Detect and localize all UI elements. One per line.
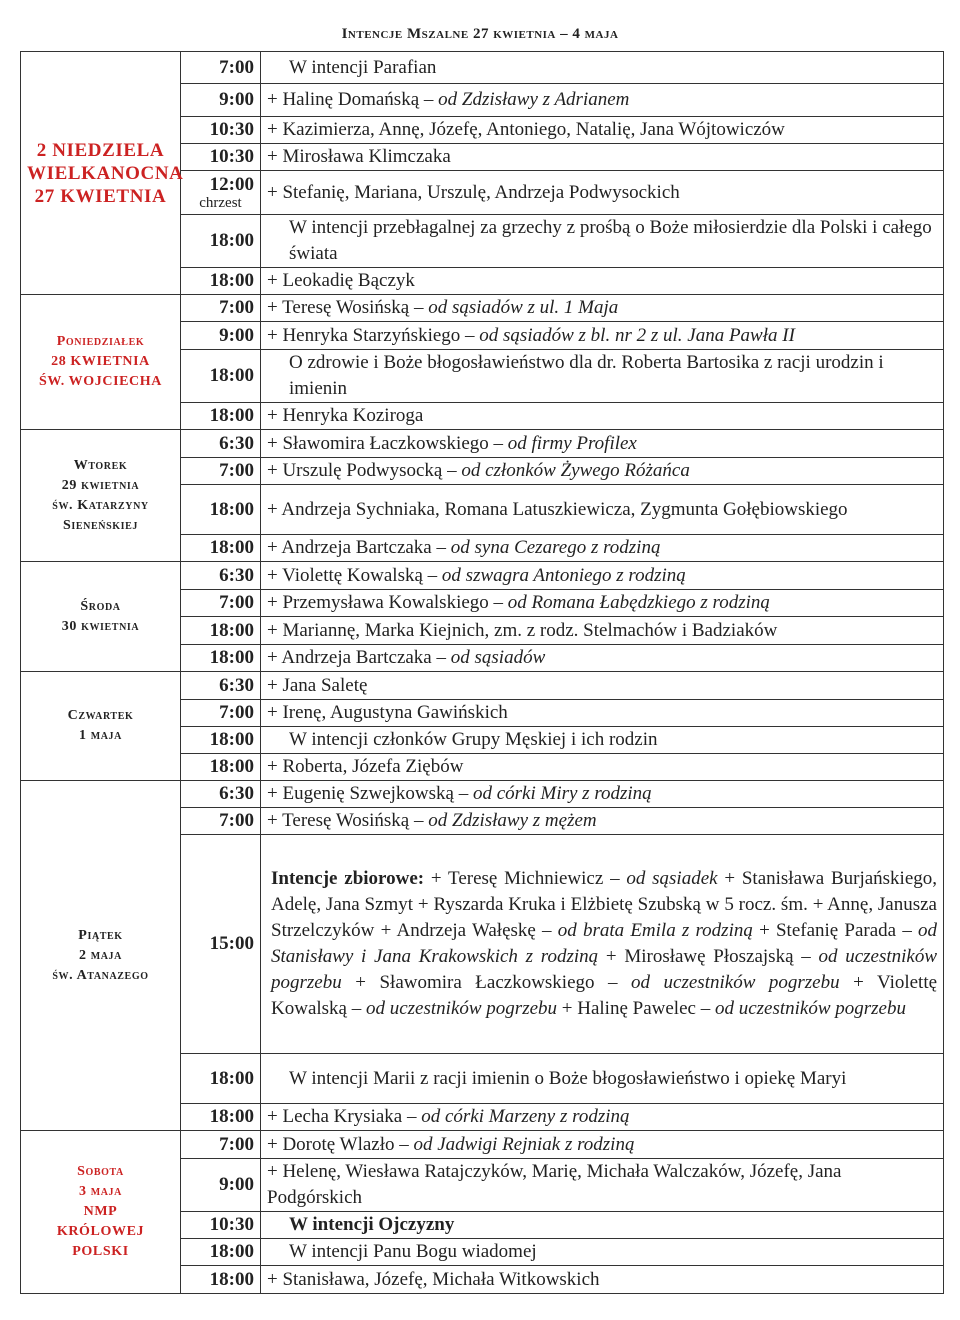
intention-from: od członków Żywego Różańca: [461, 460, 690, 481]
mass-time-value: 18:00: [209, 647, 254, 668]
intention-name: + Przemysława Kowalskiego: [267, 592, 489, 613]
intention-name: + Mirosława Klimczaka: [267, 146, 451, 167]
mass-time: [181, 781, 261, 808]
day-label-line: KRÓLOWEJ: [56, 1224, 145, 1239]
intention-name: + Teresę Wosińską: [267, 297, 410, 318]
intention-name: + Annę, Janusza Strzelczyków: [271, 894, 937, 941]
intention-from: od sąsiadów: [450, 647, 546, 668]
mass-time-value: 18:00: [209, 1067, 254, 1089]
mass-row: [21, 562, 944, 590]
mass-time-value: 10:30: [209, 146, 254, 167]
mass-time-value: 9:00: [219, 89, 254, 110]
day-label-line: św. Atanazego: [52, 967, 149, 983]
intention-name: + Andrzeja Wałęskę: [380, 920, 536, 941]
intention-name: + Lecha Krysiaka: [267, 1106, 403, 1127]
mass-time: [181, 1266, 261, 1294]
intention-name: + Irenę, Augustyna Gawińskich: [267, 702, 508, 723]
mass-time-value: 18:00: [209, 619, 254, 641]
mass-time-value: 18:00: [209, 230, 254, 251]
mass-time-value: 18:00: [209, 1106, 254, 1127]
intention-name: + Mirosławę Płoszajską: [605, 946, 794, 967]
intention-text: O zdrowie i Boże błogosławieństwo dla dr. Roberta Bartosika z racji urodzin i imienin: [289, 352, 884, 399]
intention-from: od Romana Łabędzkiego z rodziną: [507, 592, 770, 613]
mass-intention: [261, 1212, 944, 1239]
mass-time-value: 10:30: [209, 1214, 254, 1235]
mass-intention: + Violettę Kowalską – od szwagra Antoniego z rodziną: [261, 562, 944, 590]
mass-time: [181, 84, 261, 117]
day-label-line: 30 kwietnia: [61, 618, 140, 634]
mass-time-value: 7:00: [219, 460, 254, 481]
intention-name: + Violettę Kowalską: [271, 972, 938, 1019]
day-label-line: Poniedziałek: [56, 334, 145, 349]
intention-from: od sąsiadów z bl. nr 2 z ul. Jana Pawła II: [479, 324, 795, 346]
mass-time: [181, 808, 261, 835]
mass-time: [181, 215, 261, 268]
mass-time: [181, 1054, 261, 1104]
intention-from: od córki Miry z rodziną: [472, 783, 652, 804]
intention-from: od uczestników pogrzebu: [631, 972, 840, 993]
day-label-line: POLSKI: [72, 1244, 129, 1259]
mass-row: [21, 295, 944, 322]
day-label-line: 2 maja: [79, 947, 122, 963]
intention-from: od uczestników pogrzebu: [714, 998, 906, 1019]
intention-name: + Kazimierza, Annę, Józefę, Antoniego, Natalię, Jana Wójtowiczów: [267, 119, 785, 140]
intention-name: + Roberta, Józefa Ziębów: [267, 756, 464, 777]
day-label-line: Sobota: [77, 1164, 124, 1179]
mass-time-value: 7:00: [219, 592, 254, 613]
day-label-line: 29 kwietnia: [61, 477, 140, 493]
mass-intention: + Andrzeja Bartczaka – od sąsiadów: [261, 645, 944, 672]
intention-from: od Stanisławy i Jana Krakowskich z rodziną: [271, 920, 938, 967]
day-label-line: ŚW. WOJCIECHA: [39, 374, 162, 389]
day-label-line: Czwartek: [67, 708, 134, 723]
mass-row: [21, 672, 944, 700]
mass-time-value: 12:00: [209, 174, 254, 195]
mass-time: [181, 1239, 261, 1266]
mass-time-value: 7:00: [219, 297, 254, 318]
mass-intention: + Halinę Domańską – od Zdzisławy z Adrianem: [261, 84, 944, 117]
mass-time: [181, 754, 261, 781]
mass-time-value: 7:00: [219, 1133, 254, 1155]
mass-time-value: 18:00: [209, 756, 254, 777]
intention-name: + Helenę, Wiesława Ratajczyków, Marię, Michała Walczaków, Józefę, Jana Podgórskich: [267, 1161, 842, 1208]
intention-name: + Violettę Kowalską: [267, 564, 423, 586]
mass-time: [181, 672, 261, 700]
intention-name: + Leokadię Bączyk: [267, 270, 415, 291]
day-label: [21, 672, 181, 781]
intention-text: W intencji Panu Bogu wiadomej: [289, 1241, 537, 1262]
intention-from: od Zdzisławy z Adrianem: [438, 89, 630, 110]
intention-name: + Eugenię Szwejkowską: [267, 783, 454, 804]
mass-intention: [261, 617, 944, 645]
mass-time-value: 18:00: [209, 537, 254, 558]
day-label-line: 1 maja: [79, 728, 122, 743]
mass-intention: [261, 350, 944, 403]
mass-intention: [261, 1266, 944, 1294]
day-label-line: 3 maja: [79, 1184, 122, 1199]
mass-time-value: 6:30: [219, 432, 254, 454]
mass-intention: + Andrzeja Bartczaka – od syna Cezarego z rodziną: [261, 535, 944, 562]
mass-time-value: 6:30: [219, 564, 254, 586]
mass-intention: + Dorotę Wlazło – od Jadwigi Rejniak z rodziną: [261, 1131, 944, 1159]
day-label-line: Sieneńskiej: [63, 517, 138, 533]
day-label: [21, 781, 181, 1131]
mass-intention: [261, 52, 944, 84]
intention-name: + Andrzeja Sychniaka, Romana Latuszkiewicza, Zygmunta Gołębiowskiego: [267, 498, 848, 520]
mass-time: [181, 700, 261, 727]
intention-name: + Stanisława Burjańskiego, Adelę, Jana Szmyt: [271, 868, 938, 915]
mass-time: [181, 430, 261, 458]
mass-time-value: 7:00: [219, 56, 254, 78]
intention-name: + Henryka Koziroga: [267, 405, 424, 426]
mass-time: [181, 562, 261, 590]
mass-time: [181, 1131, 261, 1159]
mass-row: [21, 781, 944, 808]
mass-time: [181, 52, 261, 84]
mass-intention: [261, 1054, 944, 1104]
mass-row: [21, 52, 944, 84]
mass-intention: + Eugenię Szwejkowską – od córki Miry z rodziną: [261, 781, 944, 808]
intention-from: od córki Marzeny z rodziną: [421, 1106, 630, 1127]
mass-time: [181, 835, 261, 1054]
mass-time: [181, 322, 261, 350]
intention-name: + Stefanię Parada: [759, 920, 897, 941]
mass-intention: + Teresę Wosińską – od sąsiadów z ul. 1 Maja: [261, 295, 944, 322]
day-label-line: WIELKANOCNA: [27, 162, 184, 184]
day-label: [21, 1131, 181, 1294]
day-label-line: 27 KWIETNIA: [34, 185, 167, 207]
intention-from: od syna Cezarego z rodziną: [450, 537, 661, 558]
intention-text: W intencji Marii z racji imienin o Boże błogosławieństwo i opiekę Maryi: [289, 1067, 847, 1089]
mass-intention: [261, 117, 944, 144]
mass-time: [181, 645, 261, 672]
mass-time-value: 18:00: [209, 1241, 254, 1262]
intention-name: + Henryka Starzyńskiego: [267, 324, 461, 346]
collective-lead: Intencje zbiorowe:: [271, 868, 425, 889]
mass-intention: [261, 727, 944, 754]
intention-name: + Teresę Michniewicz: [430, 868, 604, 889]
intention-from: od Zdzisławy z mężem: [428, 810, 597, 831]
intention-name: + Stanisława, Józefę, Michała Witkowskich: [267, 1268, 600, 1290]
mass-time: [181, 617, 261, 645]
day-label-line: Środa: [80, 598, 121, 614]
mass-time: [181, 144, 261, 171]
day-label-line: NMP: [83, 1204, 118, 1219]
intention-name: + Dorotę Wlazło: [267, 1133, 395, 1155]
intention-name: + Teresę Wosińską: [267, 810, 410, 831]
mass-intention: + Przemysława Kowalskiego – od Romana Łabędzkiego z rodziną: [261, 590, 944, 617]
intention-from: od firmy Profilex: [507, 432, 637, 454]
mass-time: [181, 403, 261, 430]
mass-time: [181, 1159, 261, 1212]
intention-from: od sąsiadek: [626, 868, 718, 889]
intention-from: od uczestników pogrzebu: [271, 946, 938, 993]
mass-time-value: 18:00: [209, 729, 254, 750]
mass-intentions-table: [20, 51, 944, 1294]
intention-text: W intencji przebłagalnej za grzechy z prośbą o Boże miłosierdzie dla Polski i całego świata: [289, 217, 932, 264]
mass-intention: [261, 1239, 944, 1266]
intention-name: + Urszulę Podwysocką: [267, 460, 443, 481]
intention-name: + Halinę Domańską: [267, 89, 420, 110]
intention-name: + Stefanię, Mariana, Urszulę, Andrzeja Podwysockich: [267, 181, 680, 203]
mass-intention: + Henryka Starzyńskiego – od sąsiadów z bl. nr 2 z ul. Jana Pawła II: [261, 322, 944, 350]
mass-intention: [261, 215, 944, 268]
mass-intention: [261, 700, 944, 727]
mass-time-value: 9:00: [219, 1174, 254, 1195]
mass-time: [181, 350, 261, 403]
day-label-line: Piątek: [78, 927, 123, 943]
intention-text: W intencji członków Grupy Męskiej i ich rodzin: [289, 729, 658, 750]
mass-intention: Intencje zbiorowe: + Teresę Michniewicz – od sąsiadek + Stanisława Burjańskiego, Adelę, Jana Szmyt + Ryszarda Kruka i Elżbietę Szubską w 5 rocz. śm. + Annę, Janusza Strzelczyków + Andrzeja Wałęskę – od brata Emila z rodziną + Stefanię Parada – od Stanisławy i Jana Krakowskich z rodziną + Mirosławę Płoszajską – od uczestników pogrzebu + Sławomira Łaczkowskiego – od uczestników pogrzebu + Violettę Kowalską – od uczestników pogrzebu + Halinę Pawelec – od uczestników pogrzebu: [261, 835, 944, 1054]
mass-time: [181, 268, 261, 295]
mass-time: [181, 295, 261, 322]
day-label: [21, 52, 184, 295]
mass-row: [21, 1131, 944, 1159]
mass-intention: [261, 171, 944, 215]
intention-name: + Sławomira Łaczkowskiego: [355, 972, 595, 993]
mass-time-value: 18:00: [209, 365, 254, 386]
day-label-line: Wtorek: [73, 457, 128, 473]
mass-intention: [261, 485, 944, 535]
mass-row: [21, 430, 944, 458]
mass-time-value: 7:00: [219, 810, 254, 831]
mass-intention: [261, 268, 944, 295]
page-title: Intencje Mszalne 27 kwietnia – 4 maja: [341, 26, 619, 42]
mass-time-value: 10:30: [209, 119, 254, 140]
mass-intention: [261, 672, 944, 700]
mass-time-value: 6:30: [219, 674, 254, 696]
mass-time: [181, 171, 261, 215]
mass-time: [181, 590, 261, 617]
intention-name: + Jana Saletę: [267, 674, 368, 696]
day-label-line: św. Katarzyny: [52, 497, 149, 513]
intention-name: + Mariannę, Marka Kiejnich, zm. z rodz. Stelmachów i Badziaków: [267, 619, 778, 641]
mass-intention: [261, 403, 944, 430]
mass-time-value: 18:00: [209, 270, 254, 291]
intention-text: W intencji Parafian: [289, 56, 437, 78]
mass-time: [181, 727, 261, 754]
mass-time-value: 18:00: [209, 405, 254, 426]
mass-time: [181, 458, 261, 485]
mass-time-value: 9:00: [219, 324, 254, 346]
mass-intention: + Lecha Krysiaka – od córki Marzeny z rodziną: [261, 1104, 944, 1131]
mass-time: [181, 1104, 261, 1131]
intention-text: W intencji Ojczyzny: [289, 1214, 455, 1235]
mass-time: [181, 1212, 261, 1239]
mass-time: [181, 485, 261, 535]
intention-name: + Halinę Pawelec: [561, 998, 696, 1019]
intention-from: od sąsiadów z ul. 1 Maja: [428, 297, 619, 318]
mass-time-value: 6:30: [219, 783, 254, 804]
day-label: [21, 295, 181, 430]
intention-name: + Sławomira Łaczkowskiego: [267, 432, 489, 454]
mass-time: [181, 535, 261, 562]
intention-name: + Ryszarda Kruka i Elżbietę Szubską w 5 rocz. śm.: [417, 894, 808, 915]
intention-from: od Jadwigi Rejniak z rodziną: [413, 1133, 635, 1155]
mass-time-value: 7:00: [219, 702, 254, 723]
intention-from: od uczestników pogrzebu: [365, 998, 558, 1019]
intention-name: + Andrzeja Bartczaka: [267, 537, 432, 558]
intention-name: + Andrzeja Bartczaka: [267, 647, 432, 668]
mass-time: [181, 117, 261, 144]
mass-intention: [261, 144, 944, 171]
intention-from: od szwagra Antoniego z rodziną: [441, 564, 686, 586]
day-label-line: 2 NIEDZIELA: [36, 139, 165, 161]
mass-note: chrzest: [199, 195, 242, 211]
intention-from: od brata Emila z rodziną: [557, 920, 753, 941]
mass-time-value: 18:00: [209, 1268, 254, 1290]
mass-time-value: 18:00: [209, 498, 254, 520]
mass-intention: [261, 754, 944, 781]
mass-intention: + Sławomira Łaczkowskiego – od firmy Profilex: [261, 430, 944, 458]
mass-intention: [261, 1159, 944, 1212]
mass-intention: + Teresę Wosińską – od Zdzisławy z mężem: [261, 808, 944, 835]
mass-intention: + Urszulę Podwysocką – od członków Żywego Różańca: [261, 458, 944, 485]
day-label: [21, 562, 181, 672]
mass-time-value: 15:00: [209, 933, 254, 954]
day-label: [21, 430, 181, 562]
day-label-line: 28 KWIETNIA: [51, 354, 150, 369]
